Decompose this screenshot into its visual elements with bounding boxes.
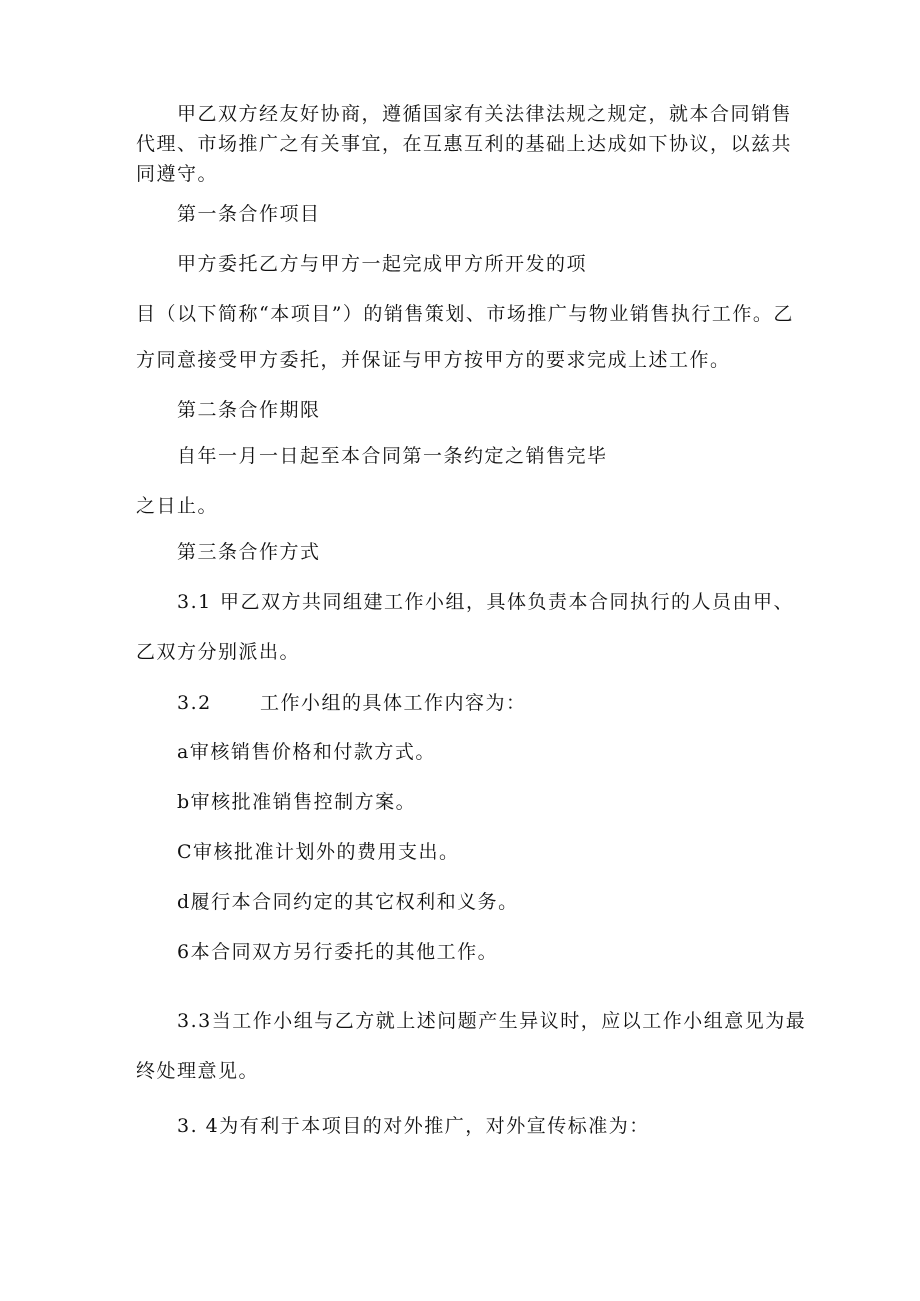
- clause-3-2-text: 工作小组的具体工作内容为：: [260, 692, 527, 714]
- intro-paragraph-line-1: 甲乙双方经友好协商，遵循国家有关法律法规之规定，就本合同销售: [177, 103, 793, 125]
- intro-paragraph-line-3: 同遵守。: [136, 163, 219, 185]
- article-3-heading: 第三条合作方式: [177, 541, 321, 563]
- article-1-line-3: 方同意接受甲方委托，并保证与甲方按甲方的要求完成上述工作。: [136, 349, 731, 371]
- clause-3-1-line-2: 乙双方分别派出。: [136, 641, 301, 663]
- clause-3-1-line-1: 甲乙双方共同组建工作小组，具体负责本合同执行的人员由甲、: [220, 591, 795, 613]
- clause-3-2-item-e: 6本合同双方另行委托的其他工作。: [177, 941, 499, 963]
- article-2-line-1: 自年一月一日起至本合同第一条约定之销售完毕: [177, 445, 608, 467]
- clause-3-2-item-b: b审核批准销售控制方案。: [177, 791, 417, 813]
- clause-3-1-number: 3.1: [177, 591, 212, 613]
- clause-3-3-line-1: 3.3当工作小组与乙方就上述问题产生异议时，应以工作小组意见为最: [177, 1010, 807, 1032]
- clause-3-2-number: 3.2: [177, 692, 212, 714]
- clause-3-3-line-2: 终处理意见。: [136, 1060, 260, 1082]
- clause-3-2-item-a: a审核销售价格和付款方式。: [177, 741, 436, 763]
- article-1-line-1: 甲方委托乙方与甲方一起完成甲方所开发的项: [177, 253, 588, 275]
- clause-3-2-item-d: d履行本合同约定的其它权利和义务。: [177, 891, 519, 913]
- article-1-line-2: 目（以下简称“本项目”）的销售策划、市场推广与物业销售执行工作。乙: [136, 303, 794, 325]
- clause-3-2-item-c: C审核批准计划外的费用支出。: [177, 841, 460, 863]
- article-2-heading: 第二条合作期限: [177, 399, 321, 421]
- clause-3-4-line-1: 3. 4为有利于本项目的对外推广，对外宣传标准为：: [177, 1115, 650, 1137]
- article-2-line-2: 之日止。: [136, 495, 219, 517]
- intro-paragraph-line-2: 代理、市场推广之有关事宜，在互惠互利的基础上达成如下协议，以兹共: [136, 133, 793, 155]
- article-1-heading: 第一条合作项目: [177, 203, 321, 225]
